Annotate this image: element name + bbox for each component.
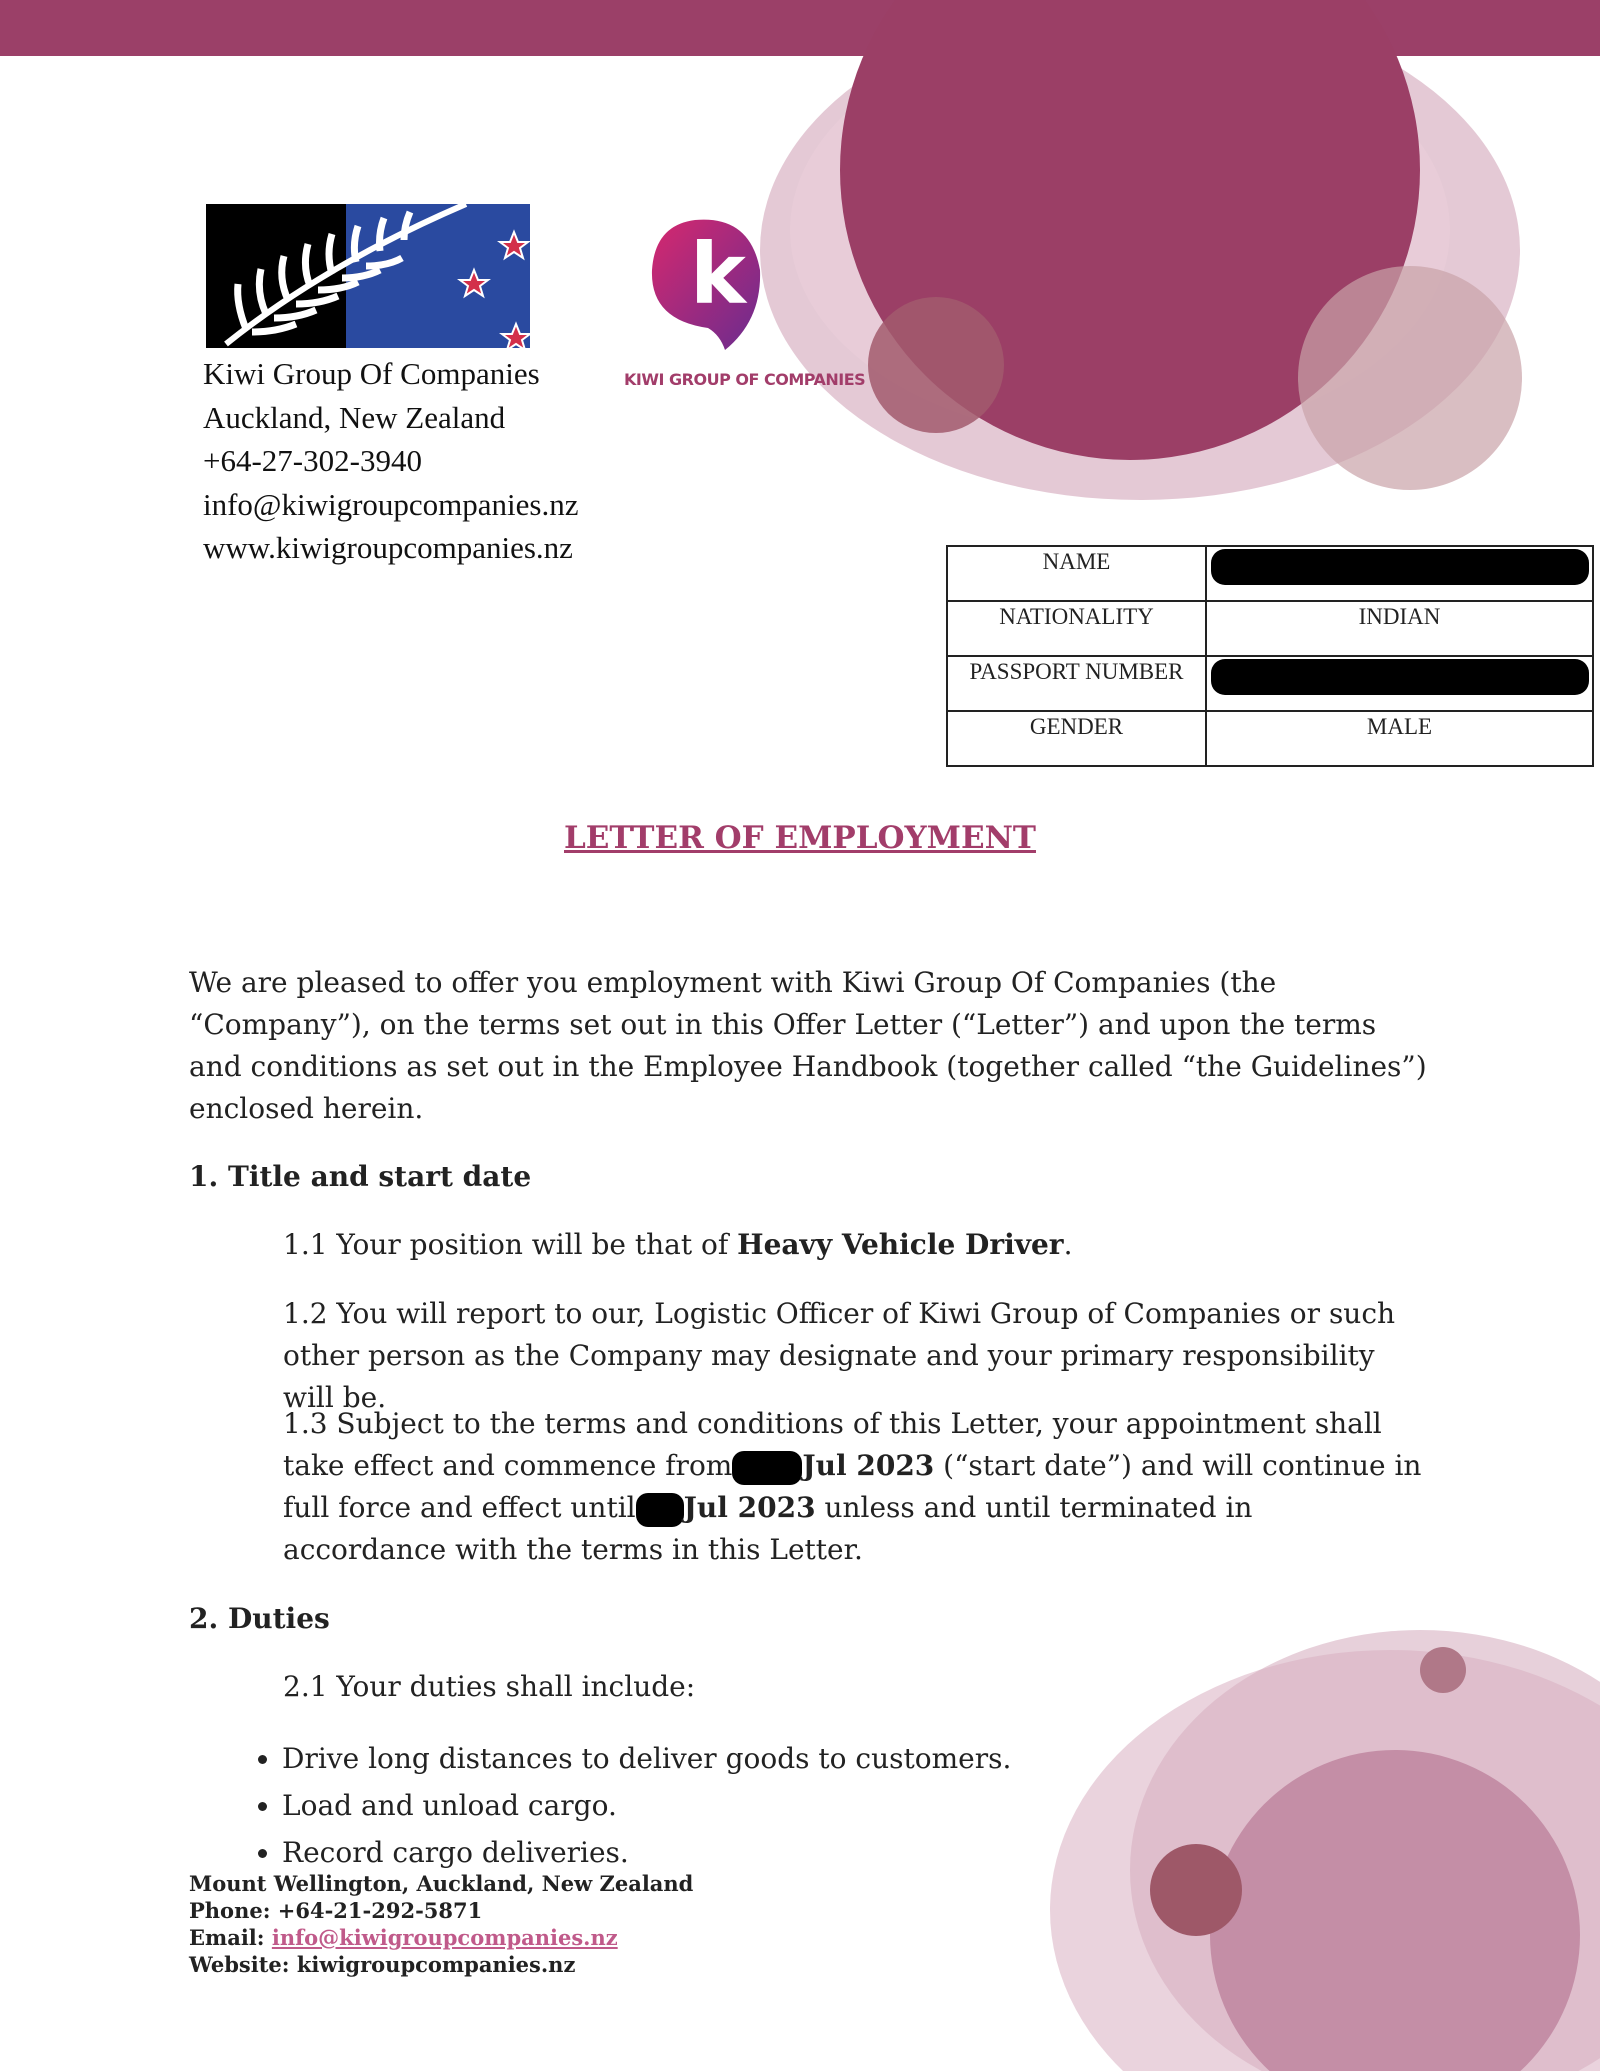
gender-value: MALE: [1206, 711, 1593, 766]
footer-email-link[interactable]: info@kiwigroupcompanies.nz: [271, 1925, 618, 1950]
clause-1-3-text-c: unless and until terminated in accordance with the terms in this Letter.: [283, 1491, 1253, 1566]
redaction-mark: [1211, 659, 1589, 695]
kiwi-group-logo: [624, 210, 880, 390]
clause-1-3: [283, 1403, 1423, 1571]
silver-fern-icon: [206, 204, 530, 348]
nationality-value: INDIAN: [1206, 601, 1593, 656]
section-2-heading: 2. Duties: [189, 1602, 330, 1635]
list-item: • Load and unload cargo.: [282, 1782, 1011, 1829]
redaction-mark: [636, 1493, 684, 1527]
list-item: • Drive long distances to deliver goods to customers.: [282, 1735, 1011, 1782]
name-value-redacted: [1206, 546, 1593, 601]
company-phone: +64-27-302-3940: [203, 443, 422, 478]
section-1-heading: 1. Title and start date: [189, 1160, 532, 1193]
nationality-label: NATIONALITY: [947, 601, 1206, 656]
redaction-mark: [732, 1451, 802, 1485]
passport-value-redacted: [1206, 656, 1593, 711]
company-email: info@kiwigroupcompanies.nz: [203, 486, 579, 522]
start-date: Jul 2023: [802, 1449, 935, 1482]
clause-1-2: 1.2 You will report to our, Logistic Officer of Kiwi Group of Companies or such other person as the Company may designate and your primary responsibility will be.: [283, 1297, 1396, 1414]
table-row: [947, 656, 1593, 711]
company-name: Kiwi Group Of Companies: [203, 356, 540, 391]
duties-list: [220, 1735, 1011, 1876]
name-label: NAME: [947, 546, 1206, 601]
clause-2-1: 2.1 Your duties shall include:: [283, 1670, 696, 1703]
footer-website-label: Website:: [189, 1952, 290, 1977]
footer-website-line: [189, 1951, 693, 1978]
redaction-mark: [1211, 549, 1589, 585]
clause-1-3-text-a: 1.3 Subject to the terms and conditions of this Letter, your appointment shall take effect and commence from: [283, 1407, 1382, 1482]
logo-letter: k: [690, 225, 746, 323]
company-location: Auckland, New Zealand: [203, 399, 506, 435]
letter-title: LETTER OF EMPLOYMENT: [564, 820, 1036, 856]
company-contact-block: [203, 352, 579, 570]
gender-label: GENDER: [947, 711, 1206, 766]
applicant-info-table: [946, 545, 1594, 767]
intro-paragraph: We are pleased to offer you employment with Kiwi Group Of Companies (the “Company”), on the terms set out in this Offer Letter (“Letter”) and upon the terms and conditions as set out in the Employee Handbook (together called “the Guidelines”) enclosed herein.: [189, 966, 1427, 1125]
position-title: Heavy Vehicle Driver: [737, 1228, 1064, 1261]
logo-wordmark: KIWI GROUP OF COMPANIES: [624, 370, 866, 389]
end-date: Jul 2023: [683, 1491, 816, 1524]
clause-1-1: [283, 1224, 1423, 1266]
clause-1-1-suffix: .: [1063, 1228, 1073, 1261]
footer-phone-line: [189, 1897, 693, 1924]
clause-1-1-text: 1.1 Your position will be that of: [283, 1228, 738, 1261]
footer-email-line: [189, 1924, 693, 1951]
passport-label: PASSPORT NUMBER: [947, 656, 1206, 711]
footer-contact: [189, 1870, 693, 1978]
list-item: • Record cargo deliveries.: [282, 1829, 1011, 1876]
footer-address: Mount Wellington, Auckland, New Zealand: [189, 1871, 694, 1896]
table-row: [947, 546, 1593, 601]
table-row: [947, 601, 1593, 656]
footer-website: kiwigroupcompanies.nz: [296, 1952, 576, 1977]
footer-email-label: Email:: [189, 1925, 265, 1950]
footer-phone: +64-21-292-5871: [277, 1898, 483, 1923]
table-row: [947, 711, 1593, 766]
company-website: www.kiwigroupcompanies.nz: [203, 530, 573, 565]
footer-phone-label: Phone:: [189, 1898, 271, 1923]
new-zealand-flag-image: [206, 204, 530, 348]
clause-1-3-text-b: (“start date”) and will continue in full force and effect until: [283, 1449, 1422, 1524]
